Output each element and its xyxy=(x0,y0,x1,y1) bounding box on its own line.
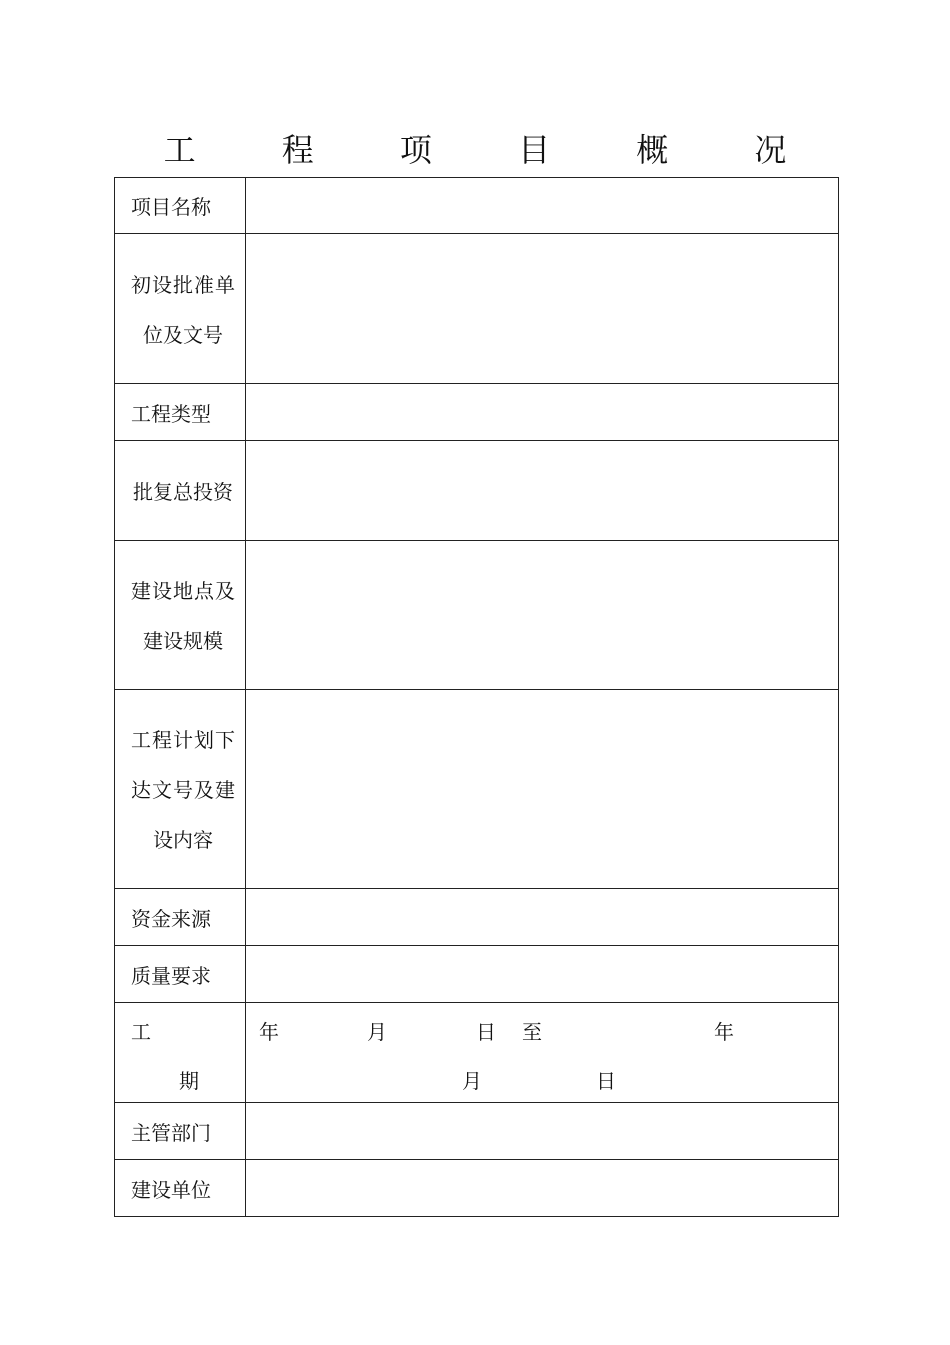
table-row xyxy=(115,690,839,889)
label-department: 主管部门 xyxy=(115,1103,246,1160)
table-row xyxy=(115,178,839,234)
table-row xyxy=(115,441,839,541)
table-row xyxy=(115,541,839,690)
label-period-a: 工 xyxy=(131,1020,151,1044)
field-site-scale[interactable] xyxy=(246,541,839,690)
label-approval-unit: 初设批准单位及文号 xyxy=(115,234,246,384)
table-row xyxy=(115,1160,839,1217)
field-funding-source[interactable] xyxy=(246,889,839,946)
period-start-year: 年 xyxy=(259,1020,279,1044)
field-department[interactable] xyxy=(246,1103,839,1160)
field-period[interactable] xyxy=(246,1003,839,1103)
table-row xyxy=(115,946,839,1003)
field-total-investment[interactable] xyxy=(246,441,839,541)
table-row xyxy=(115,1003,839,1103)
label-project-name: 项目名称 xyxy=(115,178,246,234)
label-period-cell xyxy=(115,1003,246,1103)
label-period-b: 期 xyxy=(179,1069,199,1093)
field-plan-content[interactable] xyxy=(246,690,839,889)
label-total-investment: 批复总投资 xyxy=(115,441,246,541)
period-end-year: 年 xyxy=(714,1020,734,1044)
table-row xyxy=(115,234,839,384)
table-row xyxy=(115,1103,839,1160)
period-start-month: 月 xyxy=(367,1020,387,1044)
period-end-day: 日 xyxy=(596,1069,616,1093)
label-project-type: 工程类型 xyxy=(115,384,246,441)
table-row xyxy=(115,384,839,441)
label-funding-source: 资金来源 xyxy=(115,889,246,946)
field-project-name[interactable] xyxy=(246,178,839,234)
label-quality: 质量要求 xyxy=(115,946,246,1003)
label-plan-content: 工程计划下达文号及建设内容 xyxy=(115,690,246,889)
period-end-month: 月 xyxy=(462,1069,482,1093)
table-row xyxy=(115,889,839,946)
project-overview-table xyxy=(114,177,839,1217)
field-builder[interactable] xyxy=(246,1160,839,1217)
period-to: 至 xyxy=(522,1020,542,1044)
period-start-day: 日 xyxy=(476,1020,496,1044)
field-approval-unit[interactable] xyxy=(246,234,839,384)
page-title: 工 程 项 目 概 况 xyxy=(163,131,825,169)
label-site-scale: 建设地点及建设规模 xyxy=(115,541,246,690)
field-project-type[interactable] xyxy=(246,384,839,441)
label-builder: 建设单位 xyxy=(115,1160,246,1217)
field-quality[interactable] xyxy=(246,946,839,1003)
